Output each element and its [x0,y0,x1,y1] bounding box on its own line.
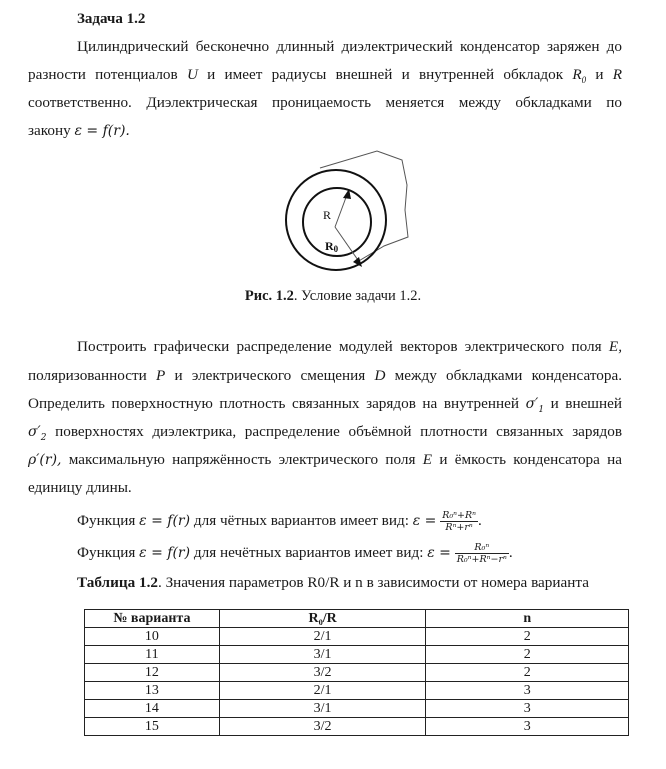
para1-line2 [28,66,622,84]
parameters-table [84,609,629,736]
var-sigma2: $\sigma'_2$ [28,424,47,443]
formula-eps-f: ε = f(r) [139,544,191,561]
header-n: n [426,610,629,628]
cell-n: 2 [426,646,629,664]
cell-ratio: 3/2 [219,718,426,736]
cell-variant: 13 [85,682,220,700]
var-R: R [612,66,623,83]
cell-ratio: 3/1 [219,700,426,718]
formula-eps: ε = [412,512,437,529]
table-row [85,664,629,682]
text: и имеет радиусы внешней и внутренней обкладок [207,66,564,83]
table-row [85,682,629,700]
label-R: R [323,208,332,222]
header-ratio: R₀/R [219,610,426,628]
text: поверхностях диэлектрика, распределение объёмной плотности связанных зарядов [55,423,622,440]
caption-label: Рис. 1.2 [244,288,294,304]
cell-n: 2 [426,664,629,682]
task-heading: Задача 1.2 [77,11,146,27]
para2-line5 [28,451,622,469]
text: и электрического смещения [174,367,366,384]
formula-odd: Функция ε = f(r) для нечётных вариантов имеет вид: ε = $\frac{\text{R₀ⁿ}}{\text{R₀ⁿ+Rⁿ−rⁿ}}$ . [77,542,513,565]
text: поляризованности [28,367,147,384]
text: Функция [77,511,136,529]
var-E: E, [608,338,622,355]
table-row [85,628,629,646]
var-sigma1: $\sigma'_1$ [525,396,545,415]
cell-ratio: 3/1 [219,646,426,664]
para2-line3 [28,395,622,413]
cell-ratio: 2/1 [219,682,426,700]
cell-variant: 14 [85,700,220,718]
text: и [595,66,604,83]
var-E: E [422,451,433,468]
table-caption-text: . Значения параметров R0/R и n в зависимости от номера варианта [157,574,589,591]
text: для чётных вариантов имеет вид: [193,511,409,529]
cell-variant: 15 [85,718,220,736]
table-row [85,646,629,664]
para1-line4 [28,122,622,140]
formula-eps: ε = [427,544,451,561]
text: и внешней [550,395,622,412]
table-row [85,718,629,736]
fraction-even: $\frac{\text{R₀ⁿ+Rⁿ}}{\text{Rⁿ+rⁿ}}$ [442,510,476,533]
formula-even: Функция ε = f(r) для чётных вариантов имеет вид: ε = $\frac{\text{R₀ⁿ+Rⁿ}}{\text{Rⁿ+rⁿ}}$ . [77,510,482,533]
para2-line6: единицу длины. [28,479,132,496]
cell-n: 3 [426,682,629,700]
table-row [85,700,629,718]
para1-line1: Цилиндрический бесконечно длинный диэлектрический конденсатор заряжен до [77,38,622,55]
text: Функция [77,543,136,561]
text: между обкладками конденсатора. [394,367,622,384]
var-U: U [186,66,198,83]
formula-eps-f: ε = f(r). [74,123,130,139]
cell-variant: 11 [85,646,220,664]
label-R0: R0 [325,239,339,254]
table-caption-label: Таблица 1.2 [77,574,158,591]
table-caption [77,574,666,592]
text: для нечётных вариантов имеет вид: [193,543,424,561]
text: Построить графически распределение модулей векторов электрического поля [77,338,602,355]
header-variant: № варианта [85,610,220,628]
cell-variant: 12 [85,664,220,682]
table-header-row [85,610,629,628]
caption-text: . Условие задачи 1.2. [293,288,422,304]
var-rho: ρ′(r), [28,452,62,468]
figure-caption [0,288,666,305]
text: разности потенциалов [28,66,178,83]
var-R0: $R_0$ [572,66,587,86]
para1-line3: соответственно. Диэлектрическая проницаемость меняется между обкладками по [28,94,622,111]
cell-n: 3 [426,700,629,718]
para2-line1 [77,338,622,356]
para2-line2 [28,367,622,385]
var-P: P [155,367,166,384]
capacitor-diagram [270,150,420,280]
text: и ёмкость конденсатора на [439,451,623,468]
text: закону [28,122,71,139]
cell-ratio: 3/2 [219,664,426,682]
para2-line4 [28,423,622,441]
text: Определить поверхностную плотность связанных зарядов на внутренней [28,395,520,412]
text: максимальную напряжённость электрического поля [68,451,416,468]
formula-eps-f: ε = f(r) [139,512,191,529]
cell-ratio: 2/1 [219,628,426,646]
fraction-odd: $\frac{\text{R₀ⁿ}}{\text{R₀ⁿ+Rⁿ−rⁿ}}$ [456,542,507,565]
cell-n: 3 [426,718,629,736]
cell-n: 2 [426,628,629,646]
var-D: D [374,367,386,384]
cell-variant: 10 [85,628,220,646]
